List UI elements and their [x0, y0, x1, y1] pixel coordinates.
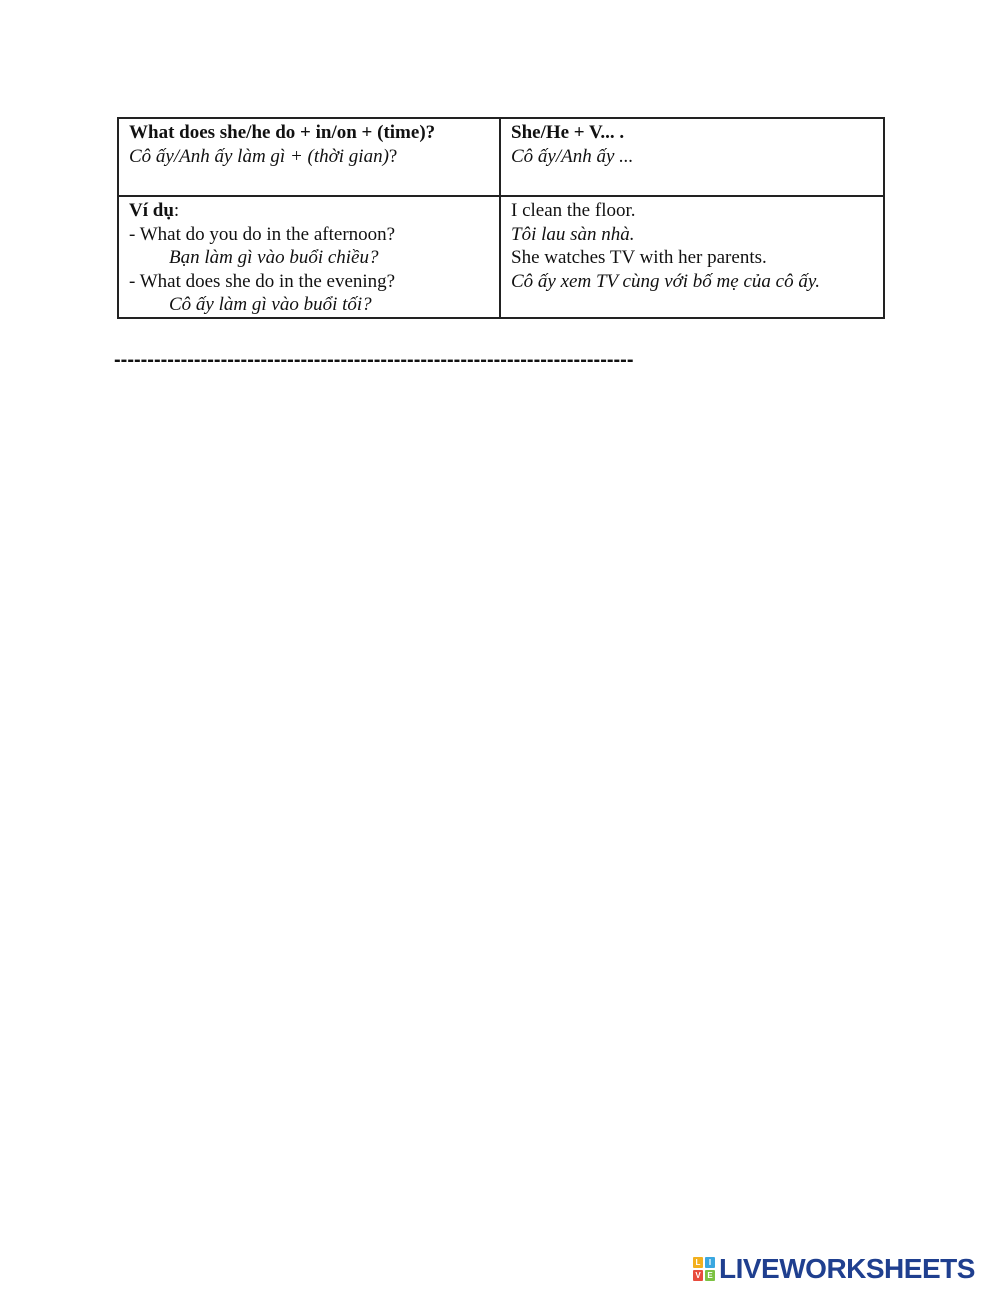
logo-block-l: L	[693, 1257, 703, 1268]
answer-pattern: She/He + V... .	[511, 122, 625, 143]
answer-pattern-cell	[500, 118, 884, 196]
logo-block-e: E	[705, 1270, 715, 1281]
table-header-row	[118, 118, 884, 196]
example-question-1: - What do you do in the afternoon?	[129, 223, 396, 245]
logo-block-i: I	[705, 1257, 715, 1268]
example-questions-cell	[118, 196, 500, 318]
question-mark: ?	[388, 145, 398, 167]
example-answer-1-translation: Tôi lau sàn nhà.	[511, 223, 635, 245]
question-pattern-cell	[118, 118, 500, 196]
table-example-row	[118, 196, 884, 318]
example-answer-2-translation: Cô ấy xem TV cùng với bố mẹ của cô ấy.	[511, 270, 820, 292]
logo-wordmark: LIVEWORKSHEETS	[719, 1253, 975, 1284]
question-pattern-translation-text: Cô ấy/Anh ấy làm gì + (thời gian)	[129, 145, 389, 167]
answer-pattern-translation: Cô ấy/Anh ấy ...	[511, 145, 634, 167]
example-answer-2: She watches TV with her parents.	[511, 247, 767, 268]
question-pattern: What does she/he do + in/on + (time)?	[129, 122, 436, 143]
example-question-1-translation: Bạn làm gì vào buổi chiều?	[169, 247, 379, 268]
example-label: Ví dụ	[129, 200, 174, 221]
grammar-table	[117, 117, 885, 319]
logo-block-v: V	[693, 1270, 703, 1281]
example-answers-cell	[500, 196, 884, 318]
liveworksheets-logo	[693, 1253, 975, 1285]
example-question-2-translation: Cô ấy làm gì vào buổi tối?	[169, 294, 372, 315]
dashed-separator: ------------------------------------------------------------------------------	[114, 349, 634, 371]
example-label-line	[129, 199, 490, 223]
example-question-2: - What does she do in the evening?	[129, 270, 396, 292]
example-label-colon: :	[173, 200, 180, 221]
question-pattern-translation	[129, 145, 490, 169]
live-blocks-icon	[693, 1257, 715, 1281]
example-answer-1: I clean the floor.	[511, 200, 636, 221]
